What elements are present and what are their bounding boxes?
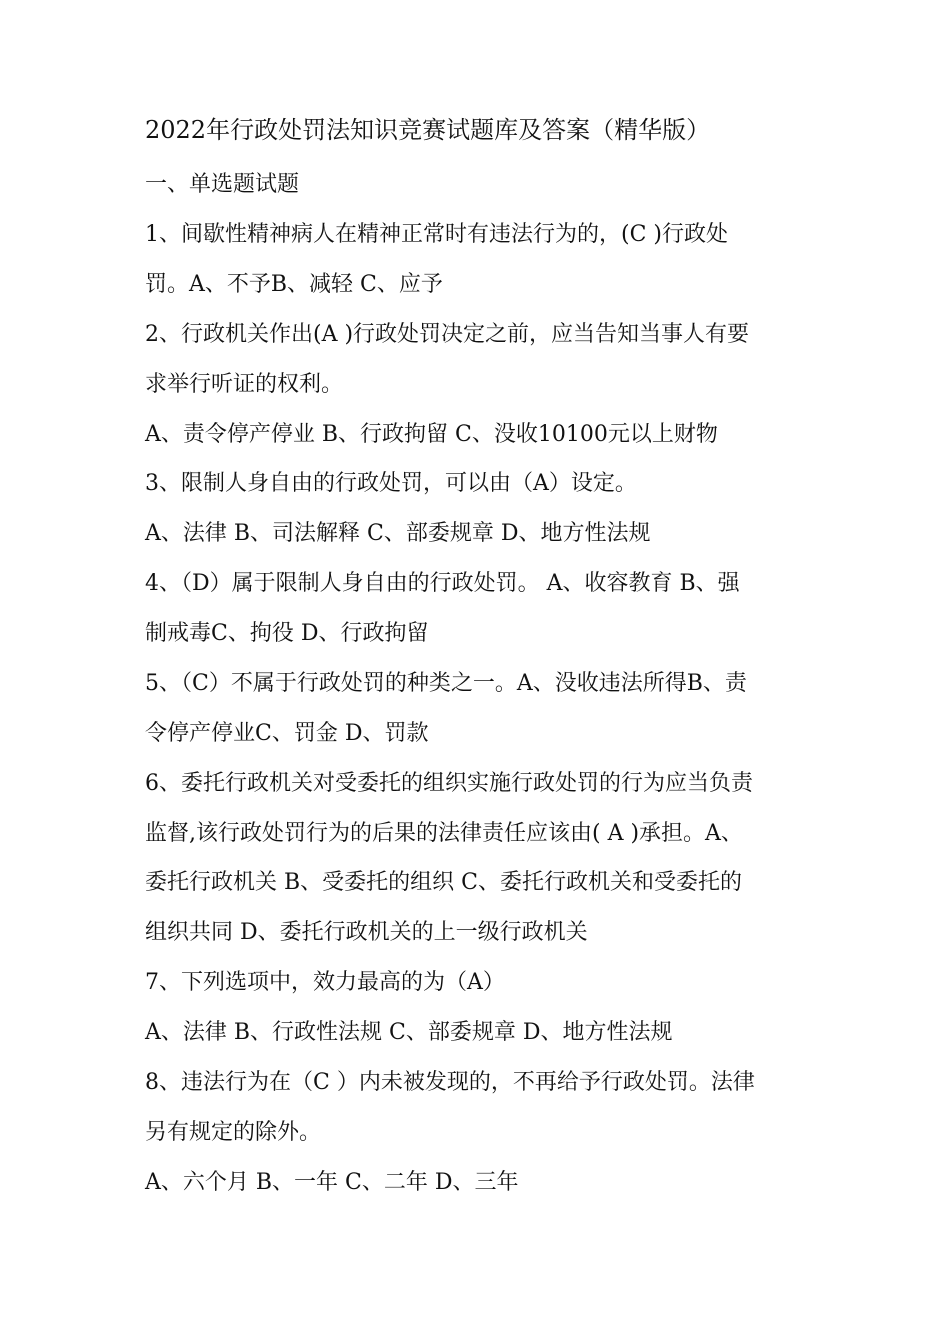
question-3-options: A、法律 B、司法解释 C、部委规章 D、地方性法规: [145, 521, 651, 546]
question-3-line-1: 3、限制人身自由的行政处罚，可以由（A）设定。: [145, 471, 637, 496]
question-8-options: A、六个月 B、一年 C、二年 D、三年: [145, 1170, 519, 1195]
section-heading: 一、单选题试题: [145, 172, 300, 197]
question-6-line-4: 组织共同 D、委托行政机关的上一级行政机关: [145, 920, 588, 945]
question-7-line-1: 7、下列选项中，效力最高的为（A）: [145, 970, 505, 995]
question-8-line-2: 另有规定的除外。: [145, 1120, 322, 1145]
question-1-line-1: 1、间歇性精神病人在精神正常时有违法行为的，(C )行政处: [145, 222, 728, 247]
question-2-line-2: 求举行听证的权利。: [145, 372, 344, 397]
question-4-line-1: 4、（D）属于限制人身自由的行政处罚。 A、收容教育 B、强: [145, 571, 740, 596]
question-5-line-2: 令停产停业C、罚金 D、罚款: [145, 721, 429, 746]
question-7-options: A、法律 B、行政性法规 C、部委规章 D、地方性法规: [145, 1020, 673, 1045]
question-2-options: A、责令停产停业 B、行政拘留 C、没收10100元以上财物: [145, 422, 718, 447]
question-6-line-1: 6、委托行政机关对受委托的组织实施行政处罚的行为应当负责: [145, 771, 753, 796]
question-4-line-2: 制戒毒C、拘役 D、行政拘留: [145, 621, 429, 646]
question-6-line-3: 委托行政机关 B、受委托的组织 C、委托行政机关和受委托的: [145, 870, 742, 895]
question-5-line-1: 5、（C）不属于行政处罚的种类之一。A、没收违法所得B、责: [145, 671, 747, 696]
question-8-line-1: 8、违法行为在（C ）内未被发现的，不再给予行政处罚。法律: [145, 1070, 755, 1095]
question-2-line-1: 2、行政机关作出(A )行政处罚决定之前，应当告知当事人有要: [145, 322, 750, 347]
document-title: 2022年行政处罚法知识竞赛试题库及答案（精华版）: [145, 116, 711, 144]
question-6-line-2: 监督,该行政处罚行为的后果的法律责任应该由( A )承担。A、: [145, 821, 743, 846]
question-1-line-2: 罚。A、不予B、减轻 C、应予: [145, 272, 443, 297]
